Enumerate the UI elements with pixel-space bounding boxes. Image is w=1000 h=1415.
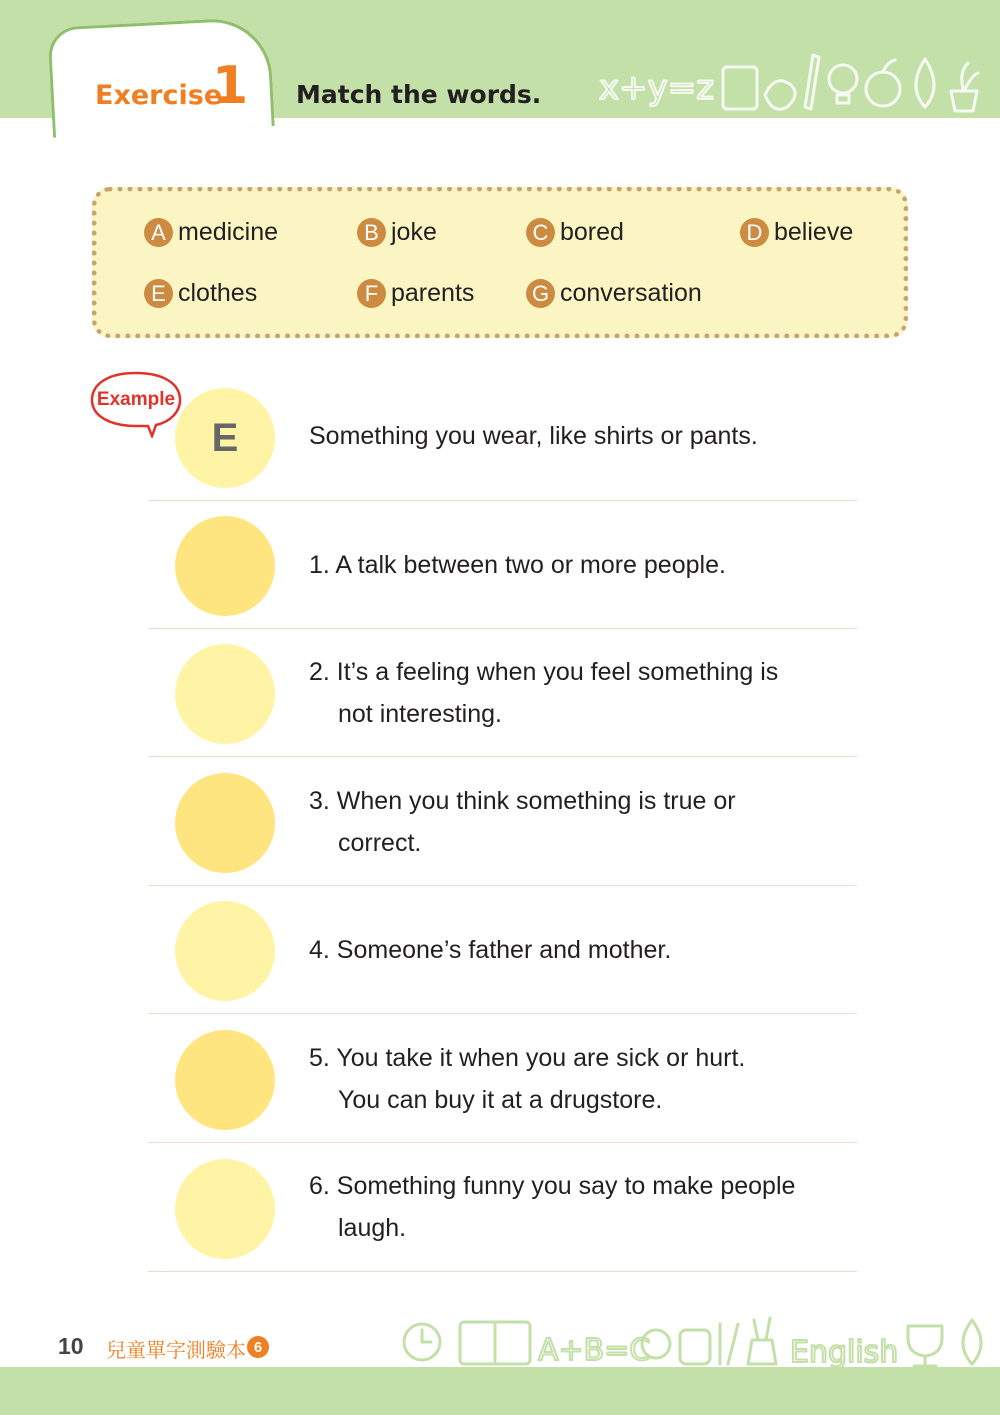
question-text bbox=[309, 651, 778, 735]
word-option-f bbox=[357, 279, 474, 308]
word-bank bbox=[92, 187, 908, 338]
page-number: 10 bbox=[58, 1333, 84, 1359]
question-text bbox=[309, 1165, 795, 1249]
word-option-a bbox=[144, 218, 278, 247]
word-option-b bbox=[357, 218, 437, 247]
letter-badge: B bbox=[357, 218, 386, 247]
english-doodle: English bbox=[790, 1335, 899, 1370]
question-row-2 bbox=[148, 628, 857, 757]
question-line-2: not interesting. bbox=[338, 700, 502, 728]
example-label: Example bbox=[96, 389, 176, 410]
question-row-3 bbox=[148, 757, 857, 886]
letter-badge: G bbox=[526, 279, 555, 308]
word-label: clothes bbox=[178, 279, 258, 307]
letter-badge: E bbox=[144, 279, 173, 308]
word-label: conversation bbox=[560, 279, 702, 307]
question-line-2: laugh. bbox=[338, 1214, 407, 1242]
letter-badge: F bbox=[357, 279, 386, 308]
question-row-4 bbox=[148, 885, 857, 1014]
answer-circle[interactable] bbox=[175, 901, 275, 1001]
letter-badge: A bbox=[144, 218, 173, 247]
example-text: Something you wear, like shirts or pants. bbox=[309, 422, 758, 450]
plant-pot-icon bbox=[951, 91, 977, 111]
exclaim-doodle bbox=[720, 1324, 738, 1364]
question-line-1: 5. You take it when you are sick or hurt. bbox=[309, 1044, 746, 1072]
footer-band bbox=[0, 1367, 1000, 1415]
word-option-e bbox=[144, 279, 257, 308]
word-option-g bbox=[526, 279, 702, 308]
word-label: bored bbox=[560, 218, 624, 246]
answer-circle bbox=[175, 388, 275, 488]
word-label: medicine bbox=[178, 218, 279, 246]
backpack-icon bbox=[680, 1330, 710, 1364]
example-answer: E bbox=[211, 415, 239, 460]
example-row bbox=[148, 372, 857, 501]
word-label: believe bbox=[774, 218, 854, 246]
book-icon bbox=[723, 67, 757, 109]
word-option-c bbox=[526, 218, 624, 247]
question-row-6 bbox=[148, 1143, 857, 1272]
book-title: 兒童單字測驗本 bbox=[106, 1338, 246, 1362]
answer-circle[interactable] bbox=[175, 644, 275, 744]
question-line-1: 6. Something funny you say to make people bbox=[309, 1172, 796, 1200]
word-option-d bbox=[740, 218, 853, 247]
question-text bbox=[309, 929, 671, 971]
leaf-icon bbox=[765, 81, 795, 110]
exercise-number: 1 bbox=[212, 56, 249, 116]
question-line-1: 3. When you think something is true or bbox=[309, 787, 736, 815]
answer-circle[interactable] bbox=[175, 1159, 275, 1259]
trophy-icon bbox=[908, 1326, 942, 1366]
leaf-icon bbox=[963, 1320, 981, 1364]
question-text bbox=[309, 1037, 745, 1121]
pencil-icon bbox=[805, 55, 819, 109]
math-doodle: A+B=C bbox=[538, 1333, 651, 1368]
question-line-2: You can buy it at a drugstore. bbox=[338, 1086, 663, 1114]
question-line-1: 4. Someone’s father and mother. bbox=[309, 936, 672, 964]
school-doodles-footer bbox=[398, 1308, 998, 1370]
tree-leaf-icon bbox=[916, 59, 934, 107]
answer-circle[interactable] bbox=[175, 1030, 275, 1130]
example-speech-bubble bbox=[90, 370, 182, 438]
school-doodles-header bbox=[595, 45, 985, 117]
lightbulb-icon bbox=[829, 65, 857, 93]
instruction-text: Match the words. bbox=[296, 80, 542, 109]
question-row-1 bbox=[148, 500, 857, 629]
answer-circle[interactable] bbox=[175, 773, 275, 873]
apple-icon bbox=[866, 72, 900, 106]
question-text bbox=[309, 544, 726, 586]
question-row-5 bbox=[148, 1014, 857, 1143]
letter-badge: D bbox=[740, 218, 769, 247]
question-line-1: 1. A talk between two or more people. bbox=[309, 551, 726, 579]
exercise-label: Exercise bbox=[95, 80, 223, 111]
question-line-2: correct. bbox=[338, 829, 422, 857]
question-line-1: 2. It’s a feeling when you feel something is bbox=[309, 658, 779, 686]
question-text bbox=[309, 780, 736, 864]
math-doodle: x+y=z bbox=[599, 68, 715, 108]
answer-circle[interactable] bbox=[175, 516, 275, 616]
pencil-cup-icon bbox=[748, 1340, 776, 1364]
word-label: parents bbox=[391, 279, 475, 307]
word-label: joke bbox=[391, 218, 437, 246]
volume-badge: 6 bbox=[247, 1336, 269, 1358]
letter-badge: C bbox=[526, 218, 555, 247]
